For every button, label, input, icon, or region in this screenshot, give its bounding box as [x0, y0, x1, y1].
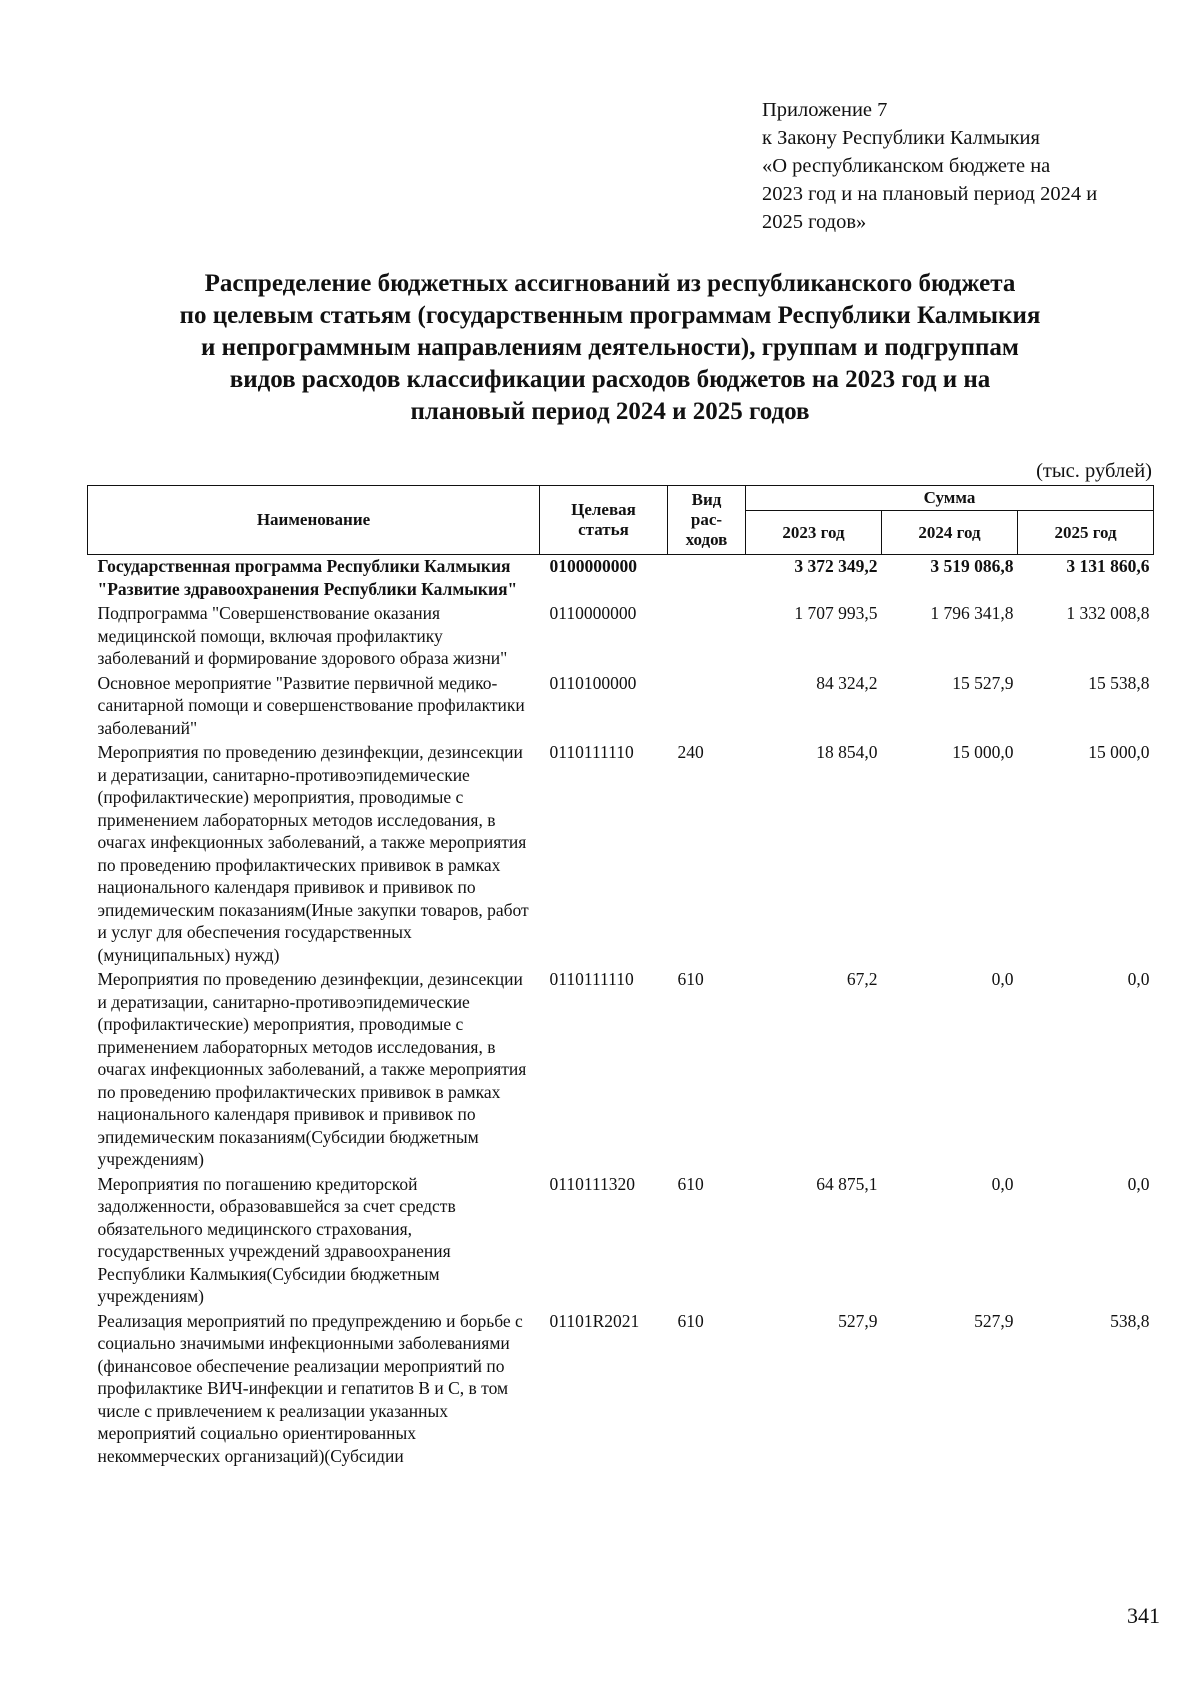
row-sum-2024: 3 519 086,8	[930, 556, 1014, 576]
row-sum-2023: 527,9	[838, 1310, 878, 1331]
title-line: и непрограммным направлениям деятельности), группам и подгруппам	[201, 334, 1019, 361]
page-number: 341	[1127, 1603, 1160, 1628]
appendix-line: 2025 годов»	[762, 211, 867, 233]
header-kind-line: Вид	[691, 490, 722, 509]
table-row	[88, 602, 1154, 672]
row-kind	[668, 555, 746, 603]
header-year-2025: 2025 год	[1018, 511, 1154, 555]
row-sum-2024: 15 527,9	[952, 672, 1014, 693]
row-name: Основное мероприятие "Развитие первичной медико-санитарной помощи и совершенствование профилактики заболеваний"	[97, 672, 525, 738]
row-name: Государственная программа Республики Калмыкия "Развитие здравоохранения Республики Калмыкия"	[97, 556, 518, 599]
appendix-line: 2023 год и на плановый период 2024 и	[762, 183, 1098, 205]
row-sum-2023: 64 875,1	[816, 1173, 878, 1194]
row-kind: 240	[677, 742, 704, 762]
row-kind: 610	[677, 1310, 704, 1331]
row-code: 0110000000	[549, 603, 637, 623]
appendix-line: Приложение 7	[762, 99, 888, 121]
document-title	[110, 268, 1110, 428]
row-sum-2025: 15 538,8	[1088, 672, 1150, 693]
appendix-reference	[762, 96, 1182, 236]
row-name: Реализация мероприятий по предупреждению и борьбе с социально значимыми инфекционными заболеваниями (финансовое обеспечение реализации мероприятий по профилактике ВИЧ-инфекции и гепатитов В и С, в том числе с привлечением к реализации указанных мероприятий социально ориентированных некоммерческих организаций)(Субсидии	[97, 1310, 523, 1466]
row-sum-2024: 15 000,0	[952, 742, 1014, 762]
budget-table	[87, 485, 1154, 1469]
table-row	[88, 1310, 1154, 1470]
title-line: видов расходов классификации расходов бюджетов на 2023 год и на	[229, 366, 991, 393]
table-row	[88, 555, 1154, 603]
row-name: Мероприятия по проведению дезинфекции, дезинсекции и дератизации, санитарно-противоэпидемические (профилактические) мероприятия, проводимые с применением лабораторных методов исследования, в очагах инфекционных заболеваний, а также мероприятия по проведению профилактических прививок в рамках национального календаря прививок и прививок по эпидемическим показаниям(Иные закупки товаров, работ и услуг для обеспечения государственных (муниципальных) нужд)	[97, 742, 529, 965]
row-sum-2024: 527,9	[974, 1310, 1014, 1331]
row-kind: 610	[677, 1173, 704, 1194]
row-name: Мероприятия по проведению дезинфекции, дезинсекции и дератизации, санитарно-противоэпидемические (профилактические) мероприятия, проводимые с применением лабораторных методов исследования, в очагах инфекционных заболеваний, а также мероприятия по проведению профилактических прививок в рамках национального календаря прививок и прививок по эпидемическим показаниям(Субсидии бюджетным учреждениям)	[97, 969, 527, 1169]
row-sum-2025: 538,8	[1110, 1310, 1150, 1331]
row-sum-2025: 15 000,0	[1088, 742, 1150, 762]
table-row	[88, 1173, 1154, 1310]
header-sum: Сумма	[746, 486, 1154, 511]
table-row	[88, 741, 1154, 968]
row-sum-2023: 84 324,2	[816, 672, 878, 693]
row-kind	[668, 672, 746, 742]
row-code: 0110111320	[549, 1173, 636, 1194]
row-sum-2025: 0,0	[1127, 969, 1150, 989]
header-name: Наименование	[88, 486, 540, 555]
row-code: 01101R2021	[549, 1310, 640, 1331]
row-code: 0110111110	[549, 969, 634, 989]
row-code: 0100000000	[549, 556, 637, 576]
header-kind-line: рас-	[690, 510, 723, 529]
units-note: (тыс. рублей)	[1036, 460, 1152, 482]
header-year-2023: 2023 год	[746, 511, 882, 555]
appendix-line: к Закону Республики Калмыкия	[762, 127, 1040, 149]
title-line: Распределение бюджетных ассигнований из республиканского бюджета	[204, 270, 1016, 297]
header-kind	[668, 486, 746, 555]
header-code	[540, 486, 668, 555]
row-code: 0110100000	[549, 672, 637, 693]
row-sum-2023: 1 707 993,5	[794, 603, 878, 623]
header-code-line: статья	[578, 520, 629, 539]
row-sum-2024: 1 796 341,8	[930, 603, 1014, 623]
title-line: плановый период 2024 и 2025 годов	[410, 398, 810, 425]
header-kind-line: ходов	[685, 530, 728, 549]
row-kind: 610	[677, 969, 704, 989]
row-sum-2025: 3 131 860,6	[1066, 556, 1150, 576]
row-kind	[668, 602, 746, 672]
title-line: по целевым статьям (государственным программам Республики Калмыкия	[179, 302, 1041, 329]
row-sum-2025: 0,0	[1127, 1173, 1150, 1194]
row-sum-2025: 1 332 008,8	[1066, 603, 1150, 623]
table-row	[88, 968, 1154, 1173]
row-sum-2024: 0,0	[991, 1173, 1014, 1194]
row-code: 0110111110	[549, 742, 634, 762]
row-name: Мероприятия по погашению кредиторской задолженности, образовавшейся за счет средств обязательного медицинского страхования, государственных учреждений здравоохранения Республики Калмыкия(Субсидии бюджетным учреждениям)	[97, 1173, 456, 1306]
row-name: Подпрограмма "Совершенствование оказания медицинской помощи, включая профилактику заболеваний и формирование здорового образа жизни"	[97, 603, 508, 668]
appendix-line: «О республиканском бюджете на	[762, 155, 1051, 177]
header-year-2024: 2024 год	[882, 511, 1018, 555]
header-code-line: Целевая	[571, 500, 636, 519]
table-header	[88, 486, 1154, 555]
row-sum-2024: 0,0	[991, 969, 1014, 989]
row-sum-2023: 3 372 349,2	[794, 556, 878, 576]
row-sum-2023: 67,2	[846, 969, 878, 989]
row-sum-2023: 18 854,0	[816, 742, 878, 762]
table-row	[88, 672, 1154, 742]
